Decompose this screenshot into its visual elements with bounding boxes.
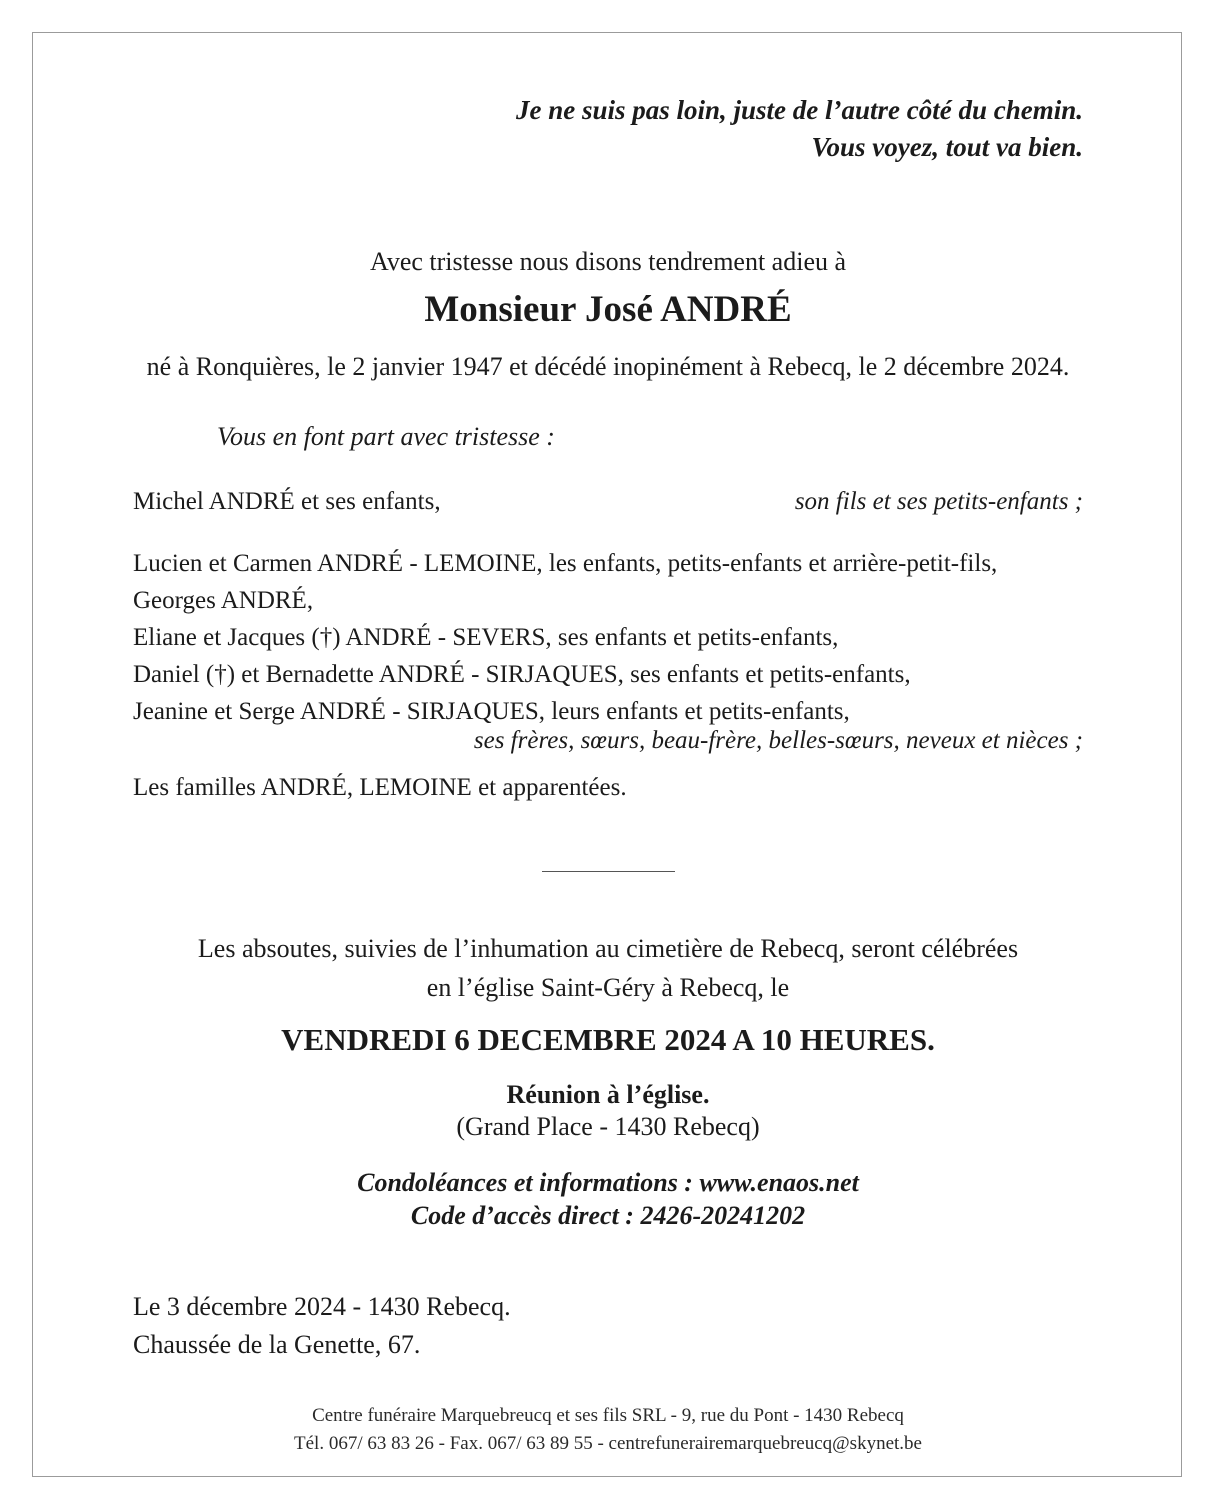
epitaph-quote-line-1: Je ne suis pas loin, juste de l’autre côté du chemin.	[515, 95, 1083, 125]
epitaph-quote	[133, 92, 1083, 166]
son-row	[133, 488, 1083, 516]
relatives-item: Jeanine et Serge ANDRÉ - SIRJAQUES, leurs enfants et petits-enfants,	[133, 698, 850, 725]
section-divider	[133, 871, 1083, 872]
relatives-item: Georges ANDRÉ,	[133, 587, 314, 614]
issue-date-place: Le 3 décembre 2024 - 1430 Rebecq.	[133, 1292, 511, 1321]
ceremony-line-2: en l’église Saint-Géry à Rebecq, le	[426, 973, 790, 1002]
deceased-name: Monsieur José ANDRÉ	[424, 289, 792, 330]
divider-rule	[542, 871, 675, 872]
condolences-info	[133, 1166, 1083, 1232]
issue-info	[133, 1288, 1083, 1364]
epitaph-quote-line-2: Vous voyez, tout va bien.	[811, 132, 1083, 162]
son-relation: son fils et ses petits-enfants ;	[794, 488, 1083, 515]
relatives-item: Eliane et Jacques (†) ANDRÉ - SEVERS, ses enfants et petits-enfants,	[133, 624, 839, 651]
funeral-home-name-address: Centre funéraire Marquebreucq et ses fils SRL - 9, rue du Pont - 1430 Rebecq	[312, 1405, 904, 1426]
announcement-lead: Vous en font part avec tristesse :	[217, 422, 555, 451]
meeting-place-line: (Grand Place - 1430 Rebecq)	[456, 1112, 760, 1141]
life-dates-line: né à Ronquières, le 2 janvier 1947 et décédé inopinément à Rebecq, le 2 décembre 2024.	[146, 352, 1070, 381]
relatives-item: Lucien et Carmen ANDRÉ - LEMOINE, les enfants, petits-enfants et arrière-petit-fils,	[133, 550, 998, 577]
access-code-line: Code d’accès direct : 2426-20241202	[410, 1201, 806, 1230]
funeral-home-footer	[133, 1402, 1083, 1458]
issue-address: Chaussée de la Genette, 67.	[133, 1330, 421, 1359]
funeral-home-contact: Tél. 067/ 63 83 26 - Fax. 067/ 63 89 55 - centrefunerairemarquebreucq@skynet.be	[294, 1433, 922, 1454]
relatives-list	[133, 545, 1083, 730]
meeting-line: Réunion à l’église.	[506, 1080, 710, 1109]
families-line: Les familles ANDRÉ, LEMOINE et apparentées.	[133, 774, 627, 801]
siblings-relation-note: ses frères, sœurs, beau-frère, belles-sœurs, neveux et nièces ;	[473, 727, 1083, 754]
intro-line: Avec tristesse nous disons tendrement adieu à	[369, 247, 847, 276]
ceremony-details	[133, 929, 1083, 1007]
ceremony-date: VENDREDI 6 DECEMBRE 2024 A 10 HEURES.	[281, 1022, 935, 1057]
relatives-item: Daniel (†) et Bernadette ANDRÉ - SIRJAQUES, ses enfants et petits-enfants,	[133, 661, 911, 688]
condolences-site-line: Condoléances et informations : www.enaos.net	[357, 1168, 859, 1197]
ceremony-line-1: Les absoutes, suivies de l’inhumation au cimetière de Rebecq, seront célébrées	[197, 934, 1019, 963]
son-name: Michel ANDRÉ et ses enfants,	[133, 488, 441, 515]
